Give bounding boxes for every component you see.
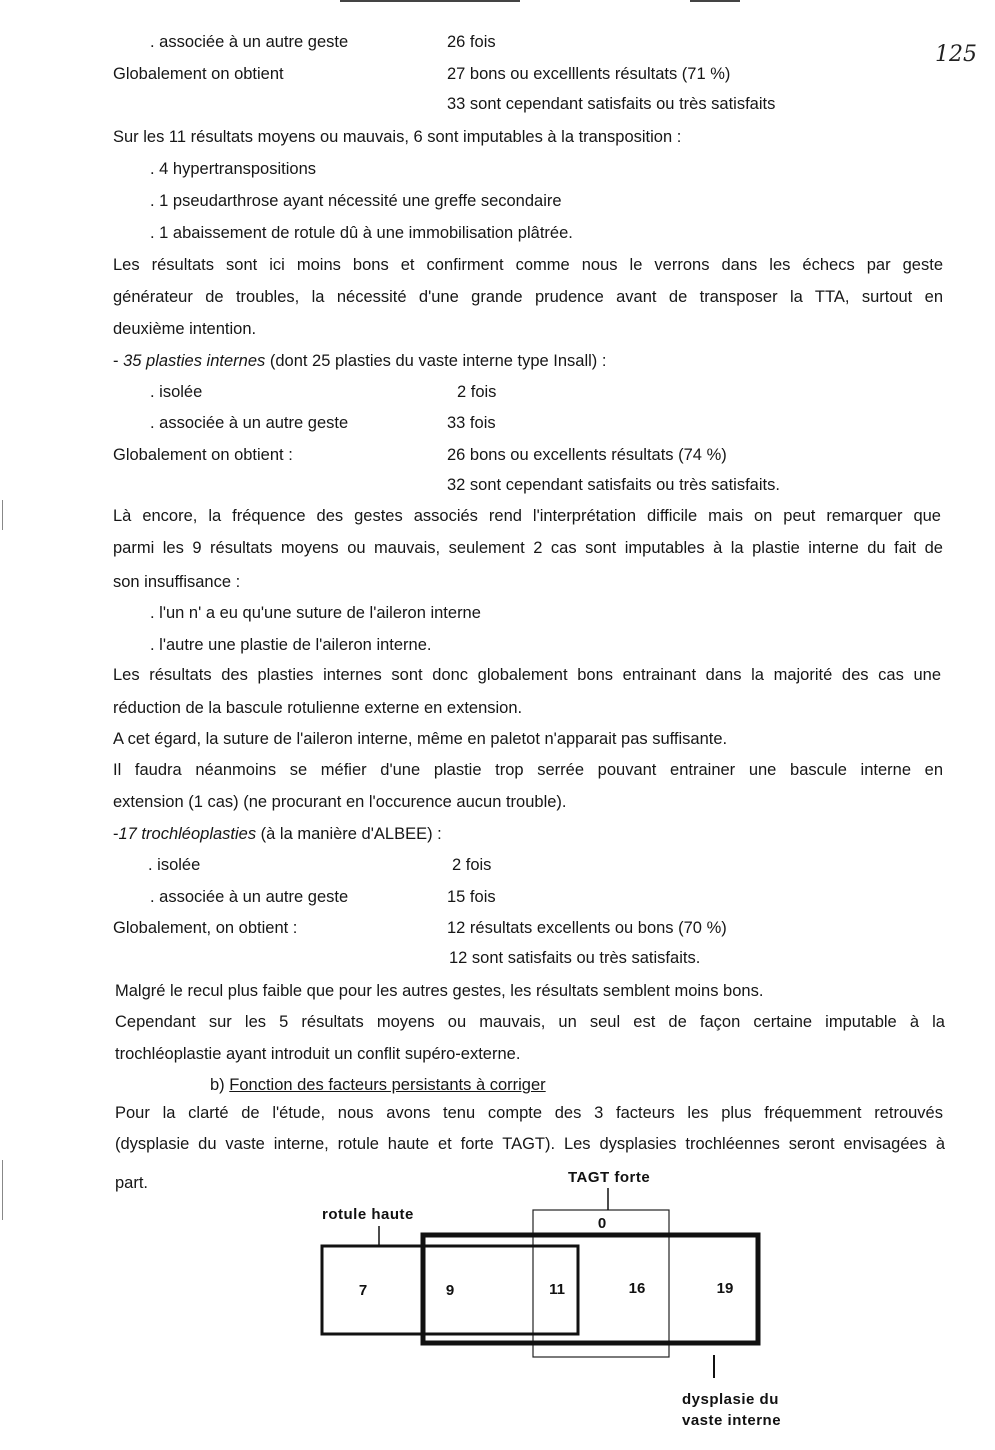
list-item: . l'autre une plastie de l'aileron interne. <box>150 636 432 654</box>
global-label: Globalement on obtient <box>113 65 284 83</box>
global-value: 12 sont satisfaits ou très satisfaits. <box>449 949 701 967</box>
section-heading <box>113 824 442 844</box>
paragraph-line: extension (1 cas) (ne procurant en l'occurence aucun trouble). <box>113 793 567 811</box>
count-tagt-only: 0 <box>597 1215 607 1232</box>
page-number: 125 <box>935 42 977 67</box>
heading-rest: (dont 25 plasties du vaste interne type Insall) : <box>265 352 607 370</box>
subheading-prefix: b) <box>210 1076 230 1094</box>
assoc-value: 15 fois <box>447 888 496 906</box>
heading-prefix: - <box>113 352 124 370</box>
dysplasie-box <box>423 1235 758 1343</box>
paragraph-line: trochléoplastie ayant introduit un conflit supéro-externe. <box>115 1045 521 1063</box>
dysplasie-label-line2: vaste interne <box>682 1412 782 1429</box>
global-value: 32 sont cependant satisfaits ou très satisfaits. <box>447 476 780 494</box>
global-label: Globalement, on obtient : <box>113 919 298 937</box>
factor-diagram-svg <box>300 1160 800 1440</box>
paragraph-line: Là encore, la fréquence des gestes associés rend l'interprétation difficile mais on peut remarquer que <box>113 507 941 525</box>
assoc-label: . associée à un autre geste <box>150 888 349 906</box>
heading-title: 35 plasties internes <box>123 352 266 370</box>
margin-mark <box>2 1160 3 1220</box>
paragraph-line: Il faudra néanmoins se méfier d'une plastie trop serrée pouvant entrainer une bascule interne en <box>113 761 943 779</box>
paragraph-line: part. <box>115 1174 149 1192</box>
global-value: 33 sont cependant satisfaits ou très satisfaits <box>447 95 776 113</box>
top-rule-left <box>340 0 520 2</box>
list-item: . 1 abaissement de rotule dû à une immobilisation plâtrée. <box>150 224 573 242</box>
rotule-label: rotule haute <box>322 1206 414 1223</box>
assoc-label: . associée à un autre geste <box>150 414 349 432</box>
paragraph-line: son insuffisance : <box>113 573 241 591</box>
paragraph-line: Les résultats sont ici moins bons et confirment comme nous le verrons dans les échecs par geste <box>113 256 943 274</box>
paragraph-line: (dysplasie du vaste interne, rotule haute et forte TAGT). Les dysplasies trochléennes seront envisagées à <box>115 1135 945 1153</box>
factor-diagram <box>300 1160 800 1440</box>
assoc-value: 26 fois <box>447 33 496 51</box>
dysplasie-label-line1: dysplasie du <box>682 1391 779 1408</box>
count-rotule-only: 7 <box>358 1282 368 1299</box>
list-item: . 4 hypertranspositions <box>150 160 317 178</box>
assoc-value: 33 fois <box>447 414 496 432</box>
paragraph-line: Sur les 11 résultats moyens ou mauvais, 6 sont imputables à la transposition : <box>113 128 682 146</box>
section-heading <box>113 351 606 371</box>
isolated-value: 2 fois <box>452 856 492 874</box>
tagt-label: TAGT forte <box>568 1169 651 1186</box>
isolated-label: . isolée <box>150 383 203 401</box>
list-item: . l'un n' a eu qu'une suture de l'aileron interne <box>150 604 481 622</box>
margin-mark <box>2 500 3 530</box>
heading-title: 17 trochléoplasties <box>118 825 257 843</box>
paragraph-line: deuxième intention. <box>113 320 257 338</box>
count-all-three: 11 <box>549 1281 565 1298</box>
paragraph-line: Cependant sur les 5 résultats moyens ou mauvais, un seul est de façon certaine imputable à la <box>115 1013 945 1031</box>
subheading-title: Fonction des facteurs persistants à corriger <box>229 1076 546 1094</box>
isolated-value: 2 fois <box>457 383 497 401</box>
heading-rest: (à la manière d'ALBEE) : <box>256 825 442 843</box>
subheading <box>210 1075 546 1095</box>
global-label: Globalement on obtient : <box>113 446 293 464</box>
paragraph-line: réduction de la bascule rotulienne externe en extension. <box>113 699 523 717</box>
global-value: 27 bons ou excelllents résultats (71 %) <box>447 65 731 83</box>
count-dysplasie-only: 19 <box>716 1280 734 1297</box>
assoc-label: . associée à un autre geste <box>150 33 349 51</box>
paragraph-line: parmi les 9 résultats moyens ou mauvais, seulement 2 cas sont imputables à la plastie interne du fait de <box>113 539 943 557</box>
paragraph-line: générateur de troubles, la nécessité d'une grande prudence avant de transposer la TTA, surtout en <box>113 288 943 306</box>
paragraph-line: Pour la clarté de l'étude, nous avons tenu compte des 3 facteurs les plus fréquemment retrouvés <box>115 1104 943 1122</box>
paragraph-line: A cet égard, la suture de l'aileron interne, même en paletot n'apparait pas suffisante. <box>113 730 728 748</box>
count-tagt-dysplasie: 16 <box>628 1280 646 1297</box>
paragraph-line: Malgré le recul plus faible que pour les autres gestes, les résultats semblent moins bons. <box>115 982 764 1000</box>
list-item: . 1 pseudarthrose ayant nécessité une greffe secondaire <box>150 192 562 210</box>
count-rotule-dysplasie: 9 <box>445 1282 455 1299</box>
paragraph-line: Les résultats des plasties internes sont donc globalement bons entrainant dans la majorité des cas une <box>113 666 941 684</box>
global-value: 12 résultats excellents ou bons (70 %) <box>447 919 727 937</box>
top-rule-right <box>690 0 740 2</box>
global-value: 26 bons ou excellents résultats (74 %) <box>447 446 727 464</box>
heading-prefix: - <box>113 825 119 843</box>
isolated-label: . isolée <box>148 856 201 874</box>
